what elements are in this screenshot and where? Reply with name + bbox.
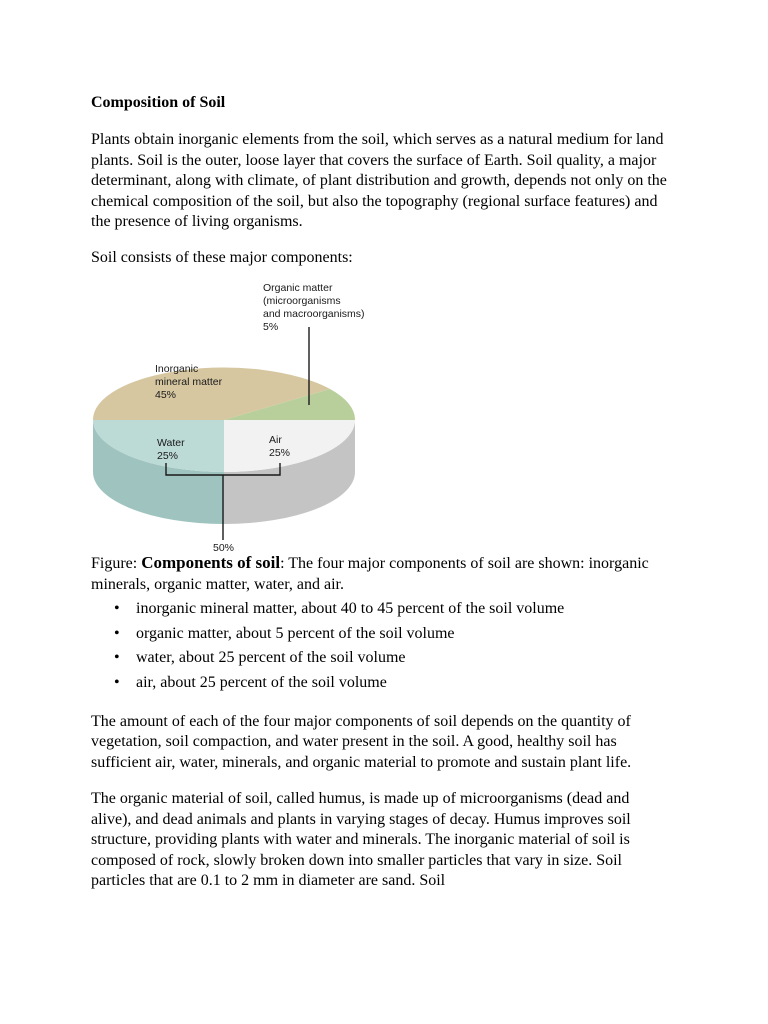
caption-bold-title: Components of soil — [141, 553, 281, 572]
paragraph-component-amounts: The amount of each of the four major components of soil depends on the quantity of vegetation, soil compaction, and water present in the soil. A good, healthy soil has sufficient air, water, minerals, and organic material to promote and sustain plant life. — [91, 712, 632, 771]
water-label-name: Water — [157, 437, 185, 449]
bullet-item — [91, 646, 671, 671]
organic-label-line1: Organic matter — [263, 282, 333, 294]
mineral-label-percent: 45% — [155, 389, 177, 401]
page-title: Composition of Soil — [91, 94, 226, 111]
bullet-text: inorganic mineral matter, about 40 to 45 percent of the soil volume — [136, 600, 565, 617]
bullet-marker: • — [114, 649, 120, 667]
organic-label-line2: (microorganisms — [263, 295, 341, 307]
bullet-item — [91, 622, 671, 647]
air-label-percent: 25% — [269, 447, 291, 459]
air-label-name: Air — [269, 434, 282, 446]
intro-paragraph: Plants obtain inorganic elements from the soil, which serves as a natural medium for land plants. Soil is the outer, loose layer that covers the surface of Earth. Soil quality, a major determinant, along with climate, of plant distribution and growth, depends not only on the chemical composition of the soil, but also the topography (regional surface features) and the presence of living organisms. — [91, 131, 667, 230]
soil-pie-chart — [91, 278, 391, 556]
bullet-text: water, about 25 percent of the soil volume — [136, 649, 406, 667]
bullet-text: air, about 25 percent of the soil volume — [136, 674, 387, 692]
water-label-percent: 25% — [157, 450, 179, 462]
bullet-text: organic matter, about 5 percent of the soil volume — [136, 624, 455, 642]
organic-label-percent: 5% — [263, 321, 279, 333]
bullet-marker: • — [114, 674, 120, 692]
mineral-label-line1: Inorganic — [155, 363, 199, 375]
bullet-item — [91, 671, 671, 696]
document-page — [91, 92, 671, 892]
components-bullet-list — [91, 597, 671, 696]
bullet-marker: • — [114, 600, 120, 617]
soil-composition-figure — [91, 278, 391, 556]
paragraph-humus: The organic material of soil, called humus, is made up of microorganisms (dead and alive), and dead animals and plants in varying stages of decay. Humus improves soil structure, providing plants with water and minerals. The inorganic material of soil is composed of rock, slowly broken down into smaller particles that vary in size. Soil particles that are 0.1 to 2 mm in diameter are sand. Soil — [91, 790, 631, 890]
figure-caption — [91, 553, 671, 595]
caption-text: : The four major components of soil are shown: inorganic minerals, organic matter, water, and air. — [91, 555, 649, 593]
bullet-marker: • — [114, 624, 120, 642]
organic-label-line3: and macroorganisms) — [263, 308, 365, 320]
bullet-item — [91, 597, 671, 622]
mineral-label-line2: mineral matter — [155, 376, 223, 388]
pore-space-total-label: 50% — [213, 542, 235, 554]
caption-prefix: Figure: — [91, 555, 142, 572]
components-intro: Soil consists of these major components: — [91, 248, 353, 266]
